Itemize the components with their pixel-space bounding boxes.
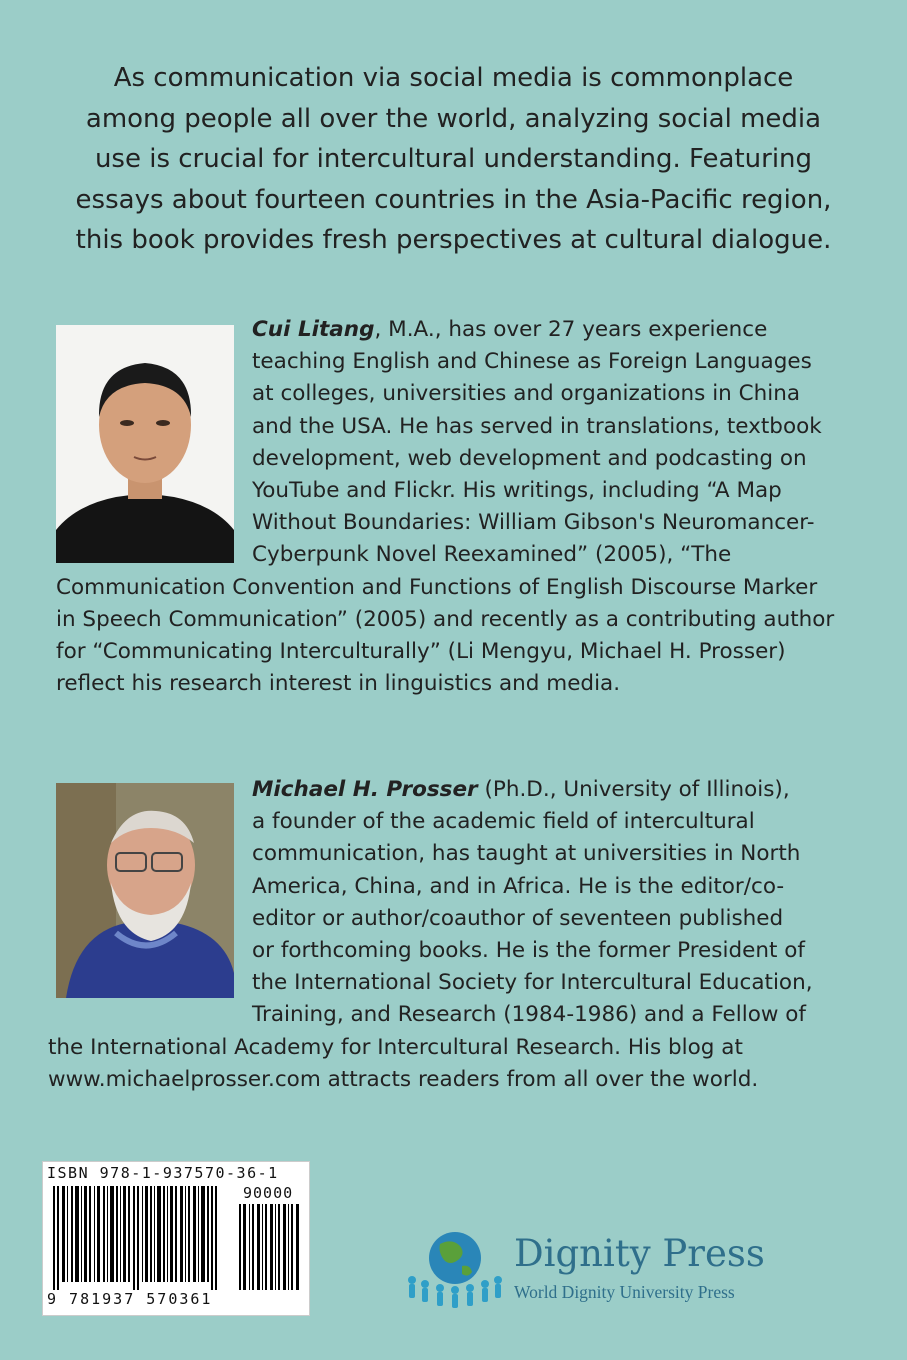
bio-text: , M.A., has over 27 years experience — [374, 317, 768, 342]
globe-people-icon — [400, 1222, 510, 1312]
bio-line: the International Academy for Intercultural Research. His blog at — [48, 1034, 743, 1060]
bio-line: www.michaelprosser.com attracts readers from all over the world. — [48, 1066, 759, 1092]
price-code: 90000 — [243, 1184, 294, 1202]
bio-first-line — [56, 314, 856, 346]
bio-text: (Ph.D., University of Illinois), — [477, 777, 790, 802]
author-name: Cui Litang — [252, 317, 375, 342]
isbn-text: ISBN 978-1-937570-36-1 — [47, 1164, 279, 1182]
bio-line: communication, has taught at universities in North — [252, 841, 801, 867]
publisher-name: Dignity Press — [514, 1232, 765, 1275]
bio-line: in Speech Communication” (2005) and recently as a contributing author — [56, 606, 835, 632]
barcode-bars — [53, 1186, 233, 1290]
bio-michael-prosser — [48, 774, 856, 1096]
bio-cui-litang — [56, 314, 856, 700]
price-barcode-bars — [239, 1204, 303, 1290]
bio-line: or forthcoming books. He is the former President of — [252, 938, 805, 964]
publisher-subtitle: World Dignity University Press — [514, 1282, 735, 1302]
bio-line: America, China, and in Africa. He is the editor/co- — [252, 873, 785, 899]
bio-line: Without Boundaries: William Gibson's Neuromancer- — [252, 510, 815, 536]
bio-line: YouTube and Flickr. His writings, including “A Map — [252, 478, 782, 504]
bio-line: at colleges, universities and organizations in China — [252, 381, 801, 407]
blurb-line: essays about fourteen countries in the Asia-Pacific region, — [75, 184, 832, 215]
bio-line: a founder of the academic field of intercultural — [252, 809, 755, 835]
bio-line: Cyberpunk Novel Reexamined” (2005), “The — [252, 542, 732, 568]
bio-line: Communication Convention and Functions of English Discourse Marker — [56, 574, 818, 600]
isbn-barcode — [42, 1161, 310, 1316]
publisher-logo — [400, 1222, 820, 1312]
author-name: Michael H. Prosser — [252, 777, 478, 802]
bio-line: editor or author/coauthor of seventeen published — [252, 905, 784, 931]
blurb-line: As communication via social media is commonplace — [113, 63, 794, 93]
bio-line: the International Society for Intercultural Education, — [252, 970, 813, 996]
barcode-digits: 9 781937 570361 — [47, 1290, 213, 1308]
bio-line: for “Communicating Interculturally” (Li Mengyu, Michael H. Prosser) — [56, 639, 786, 665]
blurb-line: use is crucial for intercultural understanding. Featuring — [94, 144, 813, 174]
bio-line: and the USA. He has served in translations, textbook — [252, 413, 822, 439]
blurb-line: this book provides fresh perspectives at cultural dialogue. — [75, 225, 832, 255]
bio-line: teaching English and Chinese as Foreign Languages — [252, 349, 812, 375]
bio-line: development, web development and podcasting on — [252, 445, 807, 471]
bio-line: Training, and Research (1984-1986) and a Fellow of — [252, 1002, 806, 1028]
bio-line: reflect his research interest in linguistics and media. — [56, 671, 621, 697]
bio-first-line — [56, 774, 856, 806]
blurb-line: among people all over the world, analyzing social media — [85, 103, 822, 134]
back-cover-blurb — [40, 58, 867, 261]
